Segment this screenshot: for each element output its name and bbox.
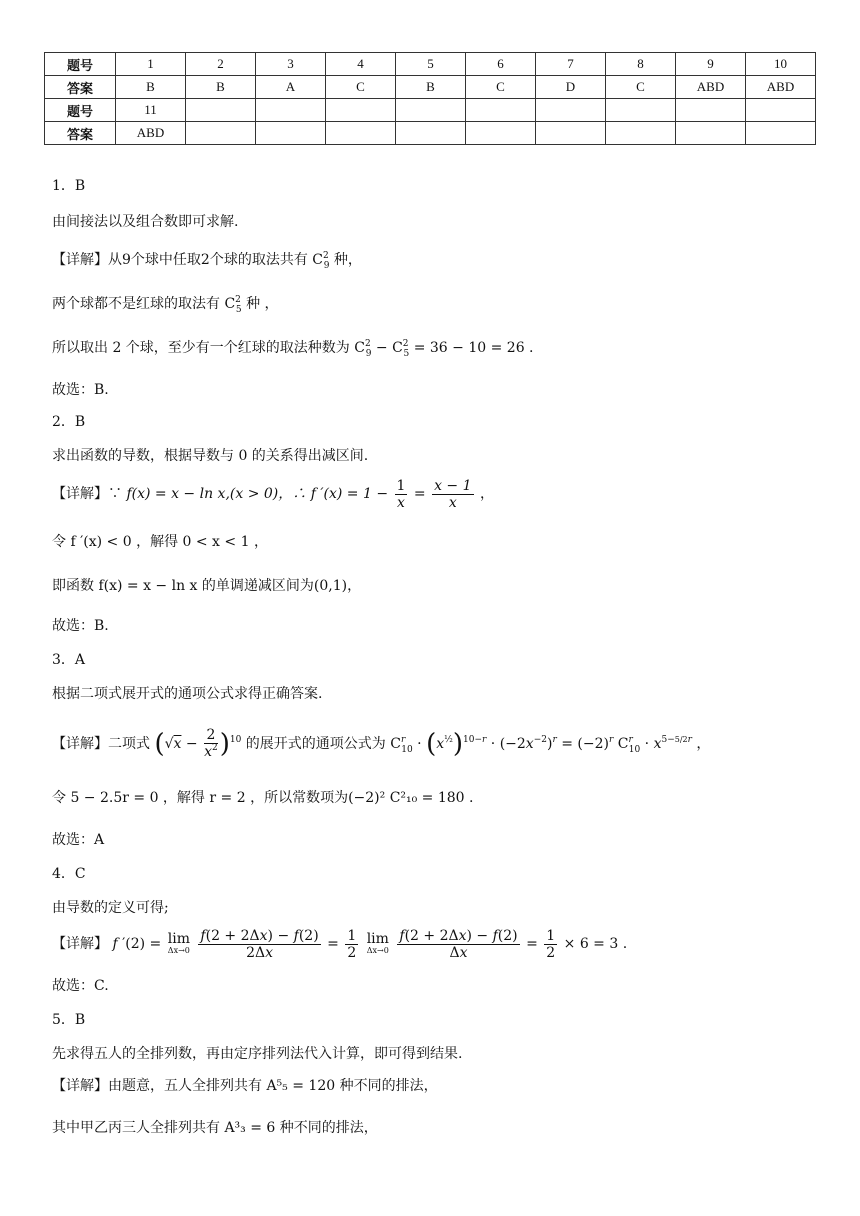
table-cell: A	[256, 76, 326, 99]
q3-detail-2: 令 5 − 2.5r = 0 ，解得 r = 2 ，所以常数项为(−2)² C²₁₀ = 180 .	[52, 790, 474, 806]
table-cell: 2	[186, 53, 256, 76]
formula: $C^2_5$ 种	[224, 295, 261, 315]
table-cell: B	[116, 76, 186, 99]
q2-title: 2．B	[52, 414, 86, 430]
table-row	[45, 99, 816, 122]
q5-detail-1: 【详解】由题意，五人全排列共有 A⁵₅ = 120 种不同的排法，	[52, 1078, 438, 1094]
q3-detail-1-mid: 的展开式的通项公式为	[245, 736, 386, 752]
q3-title: 3．A	[52, 652, 86, 668]
table-cell: C	[606, 76, 676, 99]
q1-detail-3	[52, 338, 534, 360]
q1-end: 故选：B.	[52, 382, 109, 398]
table-cell	[676, 122, 746, 145]
q2-detail-2: 令 f ′(x) < 0 ，解得 0 < x < 1 ，	[52, 534, 268, 550]
table-cell	[256, 99, 326, 122]
q2-formula: f(x) = x − ln x,(x > 0)，∴ f ′(x) = 1 −	[126, 486, 389, 502]
derivative-limit-formula: f ′(2) = lim Δx→0 $\frac{f(2 + 2\Delta x) - f(2)}{2\Delta x}$ = $\frac{1}{2}$ lim Δx→0 $\frac{f(2 + 2\Delta x) - f(2)}{\Delta x}$ = $\frac{1}{2}$ × 6 = 3 .	[112, 927, 628, 961]
table-cell: 9	[676, 53, 746, 76]
table-cell: ABD	[116, 122, 186, 145]
q2-detail-1-text: 【详解】∵	[52, 486, 127, 502]
table-cell: B	[396, 76, 466, 99]
table-cell	[396, 99, 466, 122]
table-cell: C	[466, 76, 536, 99]
q3-detail-1-text: 【详解】二项式	[52, 736, 150, 752]
table-cell	[326, 122, 396, 145]
table-cell	[606, 99, 676, 122]
table-cell	[536, 122, 606, 145]
q4-title: 4．C	[52, 866, 86, 882]
table-cell: 8	[606, 53, 676, 76]
table-cell: ABD	[746, 76, 816, 99]
q1-detail-3-tail: = 36 − 10 = 26 .	[413, 340, 534, 356]
table-row-label: 题号	[45, 99, 116, 122]
table-cell: 6	[466, 53, 536, 76]
formula: $C^2_9 - C^2_5$	[354, 339, 410, 359]
q2-detail-3: 即函数 f(x) = x − ln x 的单调递减区间为(0,1)，	[52, 578, 362, 594]
q5-hint: 先求得五人的全排列数，再由定序排列法代入计算，即可得到结果.	[52, 1046, 463, 1062]
q5-detail-2: 其中甲乙丙三人全排列共有 A³₃ = 6 种不同的排法，	[52, 1120, 378, 1136]
table-cell: C	[326, 76, 396, 99]
table-row-label: 答案	[45, 76, 116, 99]
general-term: $C^r_{10} \cdot (x^{\frac{1}{2}})^{10-r} \cdot (-2x^{-2})^r = (-2)^r$ $C^r_{10} \cdot x^{5-5/2r}$ ，	[390, 729, 711, 759]
q1-detail-2-tail: ，	[264, 296, 279, 312]
q1-detail-2-text: 两个球都不是红球的取法有	[52, 296, 220, 312]
table-cell	[746, 122, 816, 145]
q2-hint: 求出函数的导数，根据导数与 0 的关系得出减区间.	[52, 448, 369, 464]
fraction: $\frac{1}{x}$	[396, 477, 406, 511]
q1-hint: 由间接法以及组合数即可求解.	[52, 214, 239, 230]
table-cell: 7	[536, 53, 606, 76]
q1-detail-3-text: 所以取出 2 个球，至少有一个红球的取法种数为	[52, 340, 350, 356]
q3-end: 故选：A	[52, 832, 105, 848]
q4-end: 故选：C.	[52, 978, 109, 994]
table-cell: 10	[746, 53, 816, 76]
table-cell	[536, 99, 606, 122]
table-cell: D	[536, 76, 606, 99]
q1-detail-1-tail: 种，	[333, 252, 362, 268]
q2-detail-1-tail: ，	[479, 486, 494, 502]
fraction: $\frac{x - 1}{x}$	[434, 477, 472, 511]
table-cell: 11	[116, 99, 186, 122]
table-cell	[606, 122, 676, 145]
table-cell	[746, 99, 816, 122]
q1-detail-1	[52, 250, 362, 272]
answer-table	[44, 52, 816, 145]
q5-title: 5．B	[52, 1012, 86, 1028]
table-cell	[326, 99, 396, 122]
table-cell: 1	[116, 53, 186, 76]
table-cell: 4	[326, 53, 396, 76]
q2-end: 故选：B.	[52, 618, 109, 634]
table-cell: B	[186, 76, 256, 99]
table-row-label: 答案	[45, 122, 116, 145]
table-cell	[466, 99, 536, 122]
table-row	[45, 122, 816, 145]
q3-hint: 根据二项式展开式的通项公式求得正确答案.	[52, 686, 323, 702]
q1-detail-2	[52, 294, 279, 316]
table-cell: 3	[256, 53, 326, 76]
q4-hint: 由导数的定义可得;	[52, 900, 169, 916]
table-cell	[676, 99, 746, 122]
q3-detail-1	[52, 722, 710, 768]
q1-title: 1．B	[52, 178, 86, 194]
table-cell: ABD	[676, 76, 746, 99]
table-cell	[186, 122, 256, 145]
q4-detail-1	[52, 924, 627, 964]
table-row	[45, 53, 816, 76]
table-cell	[466, 122, 536, 145]
table-cell	[186, 99, 256, 122]
table-cell	[256, 122, 326, 145]
table-row	[45, 76, 816, 99]
q1-detail-1-text: 【详解】从9个球中任取2个球的取法共有	[52, 252, 308, 268]
formula: $C^2_9$	[312, 251, 330, 271]
table-row-label: 题号	[45, 53, 116, 76]
q4-detail-1-text: 【详解】	[52, 936, 108, 952]
table-cell	[396, 122, 466, 145]
table-cell: 5	[396, 53, 466, 76]
q2-detail-1: 【详解】∵ f(x) = x − ln x,(x > 0)，∴ f ′(x) = 1 − $\frac{1}{x}$ = $\frac{x - 1}{x}$ ，	[52, 477, 494, 511]
binomial-expression: (√x − $\frac{2}{x^2}$ )$^{10}$	[154, 726, 242, 760]
